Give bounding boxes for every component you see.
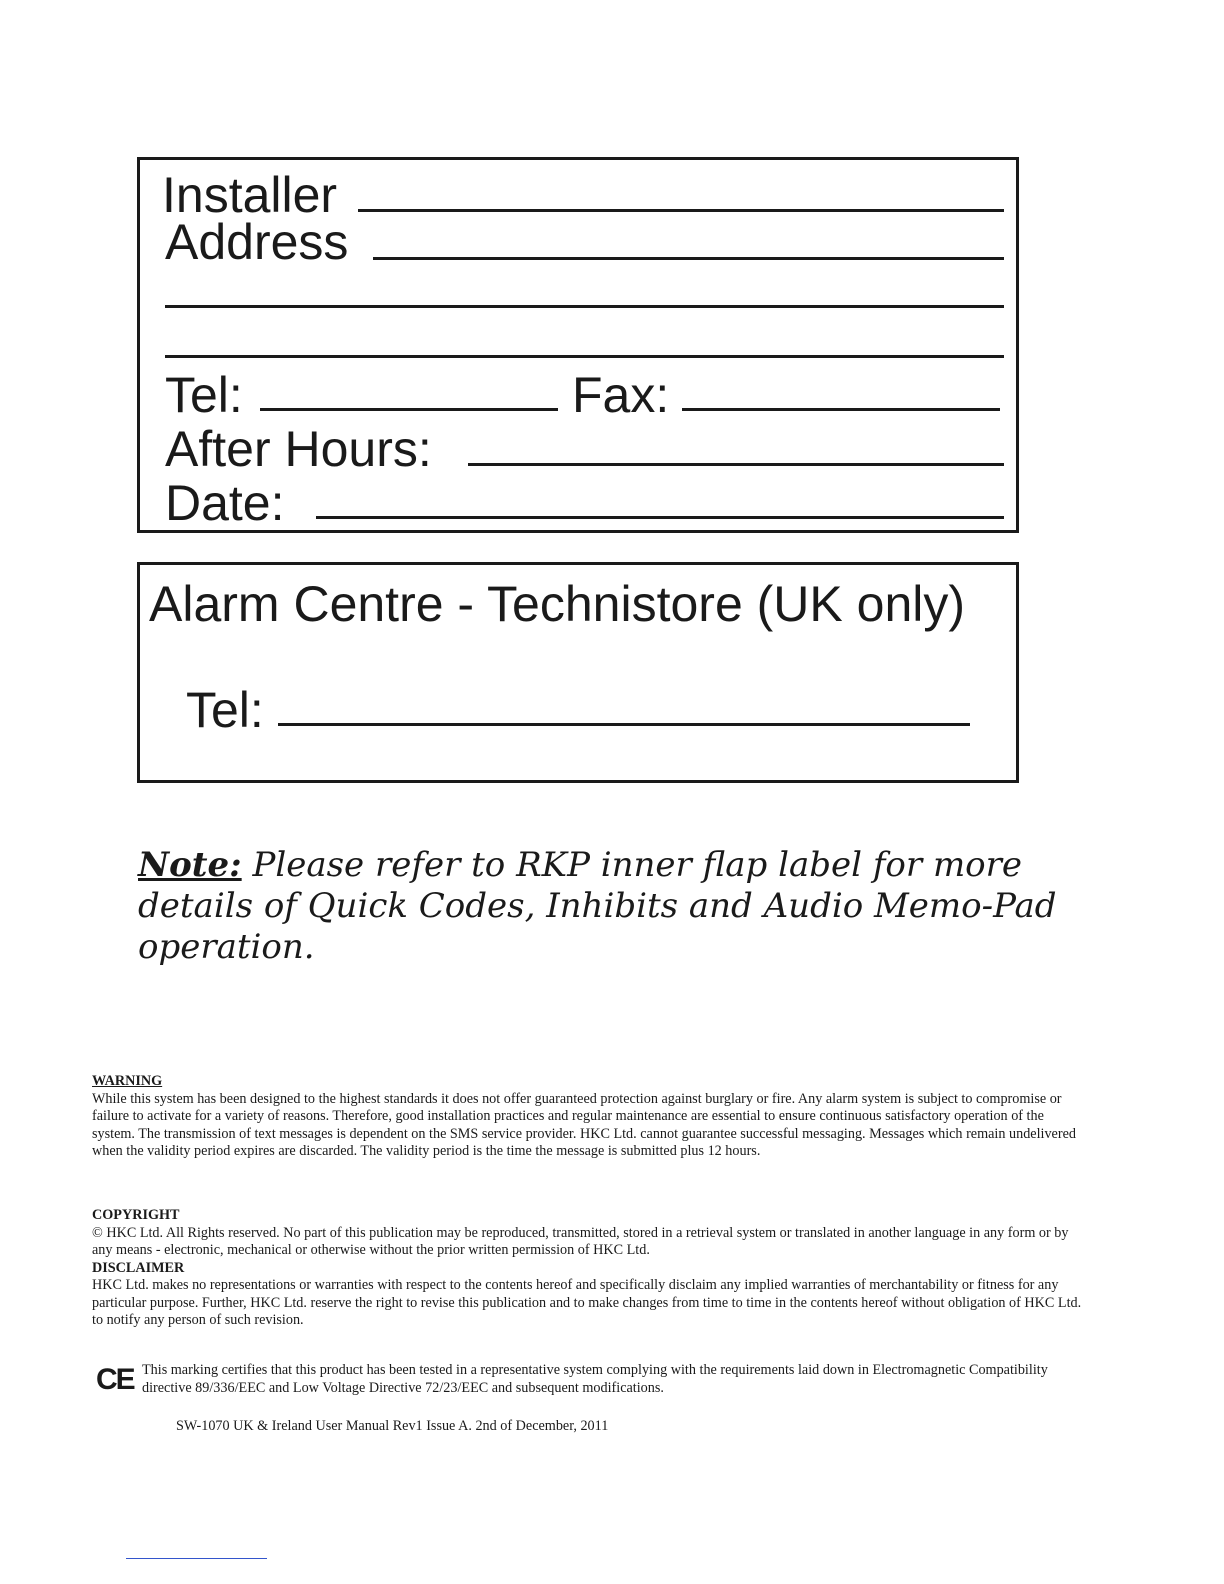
installer-label: Installer [162,167,338,223]
alarm-tel-label: Tel: [186,682,264,738]
alarm-centre-box [137,562,1019,783]
disclaimer-text: HKC Ltd. makes no representations or warranties with respect to the contents hereof and specifically disclaim any implied warranties of merchantability or fitness for any particular purpose. Further, HKC Ltd. reserve the right to revise this publication and to make changes from time to time in the contents hereof without obligation of HKC Ltd. to notify any person of such revision. [92,1277,1082,1328]
document-footer: SW-1070 UK & Ireland User Manual Rev1 Issue A. 2nd of December, 2011 [176,1418,609,1434]
fax-label: Fax: [572,367,670,423]
note-paragraph [138,845,1128,968]
address-field-line-3[interactable] [165,355,1004,358]
address-label: Address [165,214,349,270]
warning-text: While this system has been designed to the highest standards it does not offer guaranteed protection against burglary or fire. Any alarm system is subject to compromise or failure to activate for a variety of reasons. Therefore, good installation practices and regular maintenance are essential to ensure continuous satisfactory operation of the system. The transmission of text messages is dependent on the SMS service provider. HKC Ltd. cannot guarantee successful messaging. Messages which remain undelivered when the validity period expires are discarded. The validity period is the time the message is submitted plus 12 hours. [92,1090,1076,1159]
fax-field-line[interactable] [682,408,1000,411]
note-text: Please refer to RKP inner flap label for more details of Quick Codes, Inhibits and Audio Memo-Pad operation. [138,845,1057,967]
page-link-underline [126,1558,267,1559]
ce-statement: This marking certifies that this product has been tested in a representative system complying with the requirements laid down in Electromagnetic Compatibility directive 89/336/EEC and Low Voltage Directive 72/23/EEC and subsequent modifications. [142,1362,1048,1396]
tel-field-line[interactable] [260,408,558,411]
warning-section [92,1073,1082,1161]
installer-details-box [137,157,1019,533]
ce-mark-icon: CE [96,1363,134,1396]
warning-heading: WARNING [92,1073,163,1089]
date-label: Date: [165,475,285,531]
disclaimer-heading: DISCLAIMER [92,1259,185,1276]
note-label: Note: [138,845,242,885]
address-field-line-2[interactable] [165,305,1004,308]
copyright-heading: COPYRIGHT [92,1207,180,1223]
date-field-line[interactable] [316,516,1004,519]
after-hours-field-line[interactable] [468,463,1004,466]
tel-label: Tel: [165,367,243,423]
alarm-centre-title: Alarm Centre - Technistore (UK only) [149,576,966,632]
after-hours-label: After Hours: [165,421,432,477]
copyright-text: © HKC Ltd. All Rights reserved. No part of this publication may be reproduced, transmitted, stored in a retrieval system or translated in another language in any form or by any means - electronic, mechanical or otherwise without the prior written permission of HKC Ltd. [92,1224,1069,1258]
alarm-tel-field-line[interactable] [278,723,970,726]
address-field-line-1[interactable] [373,257,1004,260]
copyright-section [92,1207,1082,1330]
installer-field-line[interactable] [358,209,1004,212]
